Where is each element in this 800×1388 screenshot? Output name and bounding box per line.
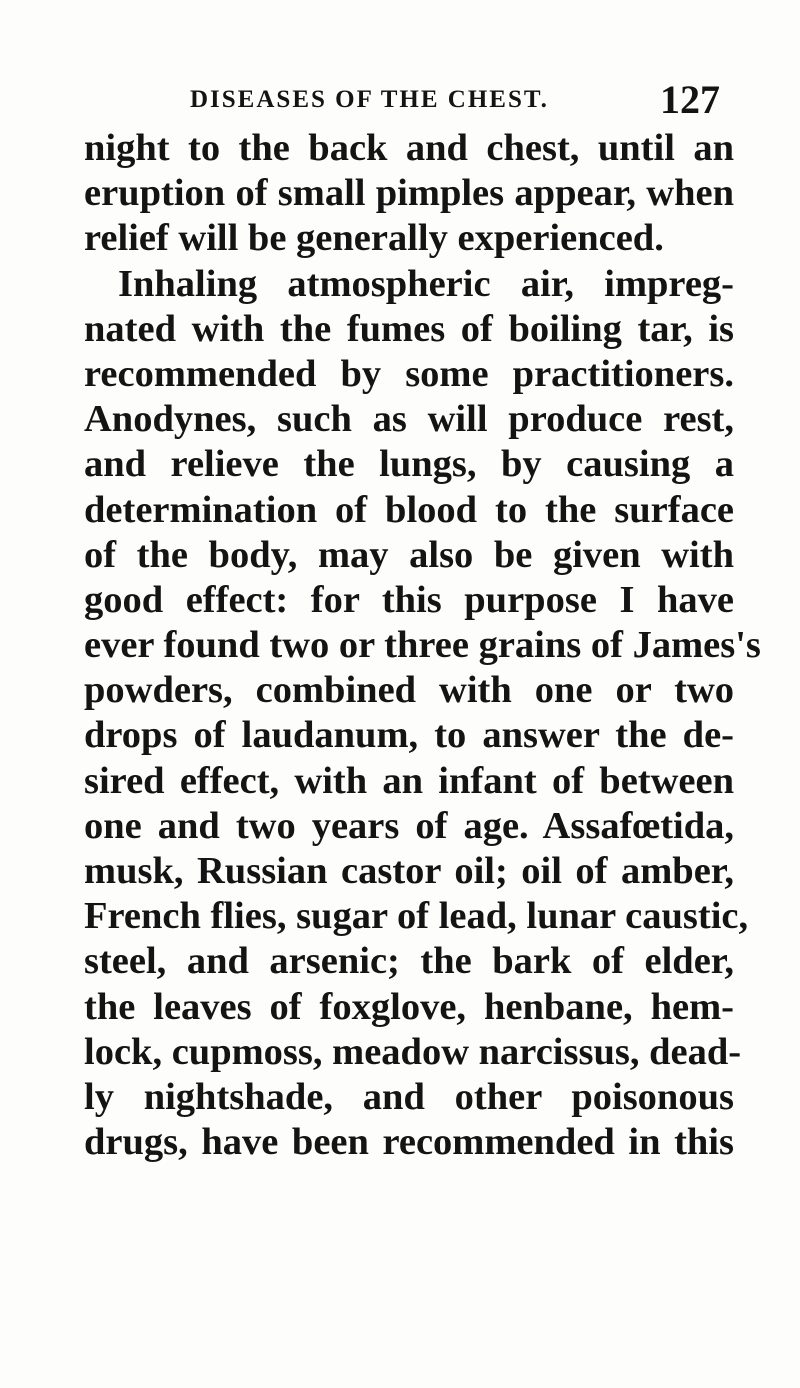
text-line: Anodynes, such as will produce rest, <box>84 398 734 441</box>
text-line: French flies, sugar of lead, lunar caustic, <box>84 895 749 938</box>
text-line: sired effect, with an infant of between <box>84 759 734 802</box>
text-line: musk, Russian castor oil; oil of amber, <box>84 850 734 892</box>
page-header <box>190 64 720 124</box>
text-line: steel, and arsenic; the bark of elder, <box>84 940 734 983</box>
text-line: eruption of small pimples appear, when <box>84 172 734 215</box>
text-line: determination of blood to the surface <box>84 488 734 531</box>
body-text <box>84 126 761 1165</box>
text-line: recommended by some practitioners. <box>84 352 734 395</box>
page-number: 127 <box>660 77 720 122</box>
text-line: relief will be generally experienced. <box>84 217 664 260</box>
text-line: drops of laudanum, to answer the de- <box>84 714 734 757</box>
text-line: Inhaling atmospheric air, impreg- <box>118 262 734 305</box>
text-line: and relieve the lungs, by causing a <box>84 443 734 486</box>
text-line: ever found two or three grains of James's <box>84 624 761 667</box>
text-line: drugs, have been recommended in this <box>84 1121 734 1164</box>
text-line: good effect: for this purpose I have <box>84 578 734 621</box>
text-line: lock, cupmoss, meadow narcissus, dead- <box>84 1030 742 1073</box>
text-line: nated with the fumes of boiling tar, is <box>84 307 734 350</box>
text-line: powders, combined with one or two <box>84 669 734 712</box>
running-head: DISEASES OF THE CHEST. <box>190 86 549 113</box>
text-line: one and two years of age. Assafœtida, <box>84 804 734 847</box>
text-line: of the body, may also be given with <box>84 533 734 576</box>
text-line: ly nightshade, and other poisonous <box>84 1075 734 1118</box>
text-line: the leaves of foxglove, henbane, hem- <box>84 985 734 1028</box>
text-line: night to the back and chest, until an <box>84 127 734 169</box>
